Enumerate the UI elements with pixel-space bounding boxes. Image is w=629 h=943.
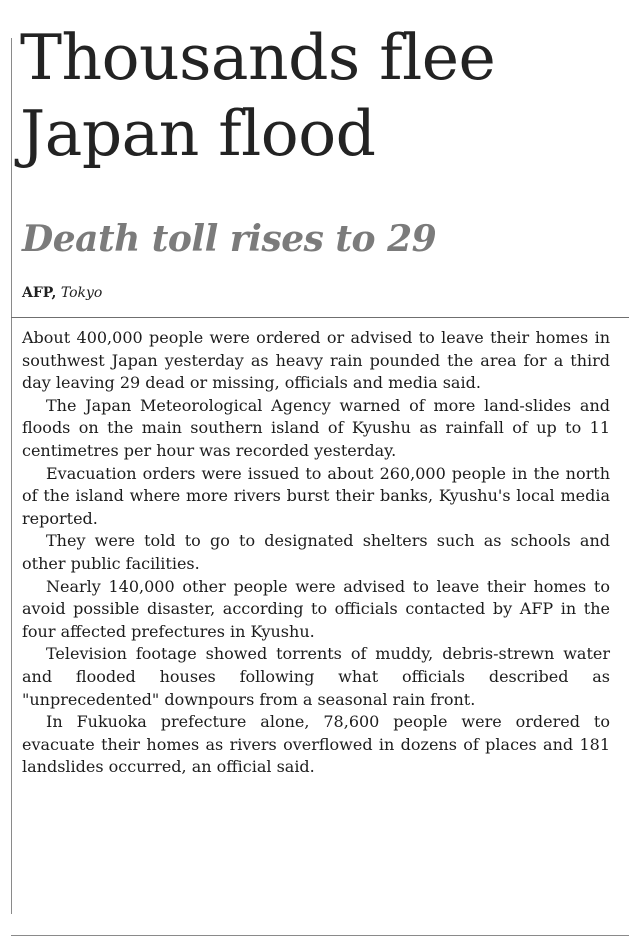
headline: Thousands flee Japan flood <box>20 21 496 170</box>
article-paragraph: Nearly 140,000 other people were advised to leave their homes to avoid possible disaster, according to officials contacted by AFP in the four affected prefectures in Kyushu. <box>22 576 610 641</box>
left-column-rule <box>11 38 12 914</box>
article-paragraph: They were told to go to designated shelters such as schools and other public facilities. <box>22 531 610 573</box>
bottom-column-rule <box>11 935 629 936</box>
byline <box>22 283 102 303</box>
subheadline: Death toll rises to 29 <box>22 218 437 260</box>
article-body <box>22 327 610 779</box>
article-paragraph: In Fukuoka prefecture alone, 78,600 people were ordered to evacuate their homes as rivers overflowed in dozens of places and 181 landslides occurred, an official said. <box>22 712 610 777</box>
byline-agency: AFP, <box>22 285 57 301</box>
article-paragraph: Television footage showed torrents of muddy, debris-strewn water and flooded houses following what officials described as "unprecedented" downpours from a seasonal rain front. <box>22 644 610 709</box>
byline-divider <box>11 317 629 318</box>
article-paragraph: The Japan Meteorological Agency warned of more land-slides and floods on the main southern island of Kyushu as rainfall of up to 11 centimetres per hour was recorded yesterday. <box>22 395 610 460</box>
article-paragraph: About 400,000 people were ordered or advised to leave their homes in southwest Japan yesterday as heavy rain pounded the area for a third day leaving 29 dead or missing, officials and media said. <box>22 328 610 393</box>
byline-location: Tokyo <box>60 285 103 301</box>
article-paragraph: Evacuation orders were issued to about 260,000 people in the north of the island where more rivers burst their banks, Kyushu's local media reported. <box>22 463 610 528</box>
